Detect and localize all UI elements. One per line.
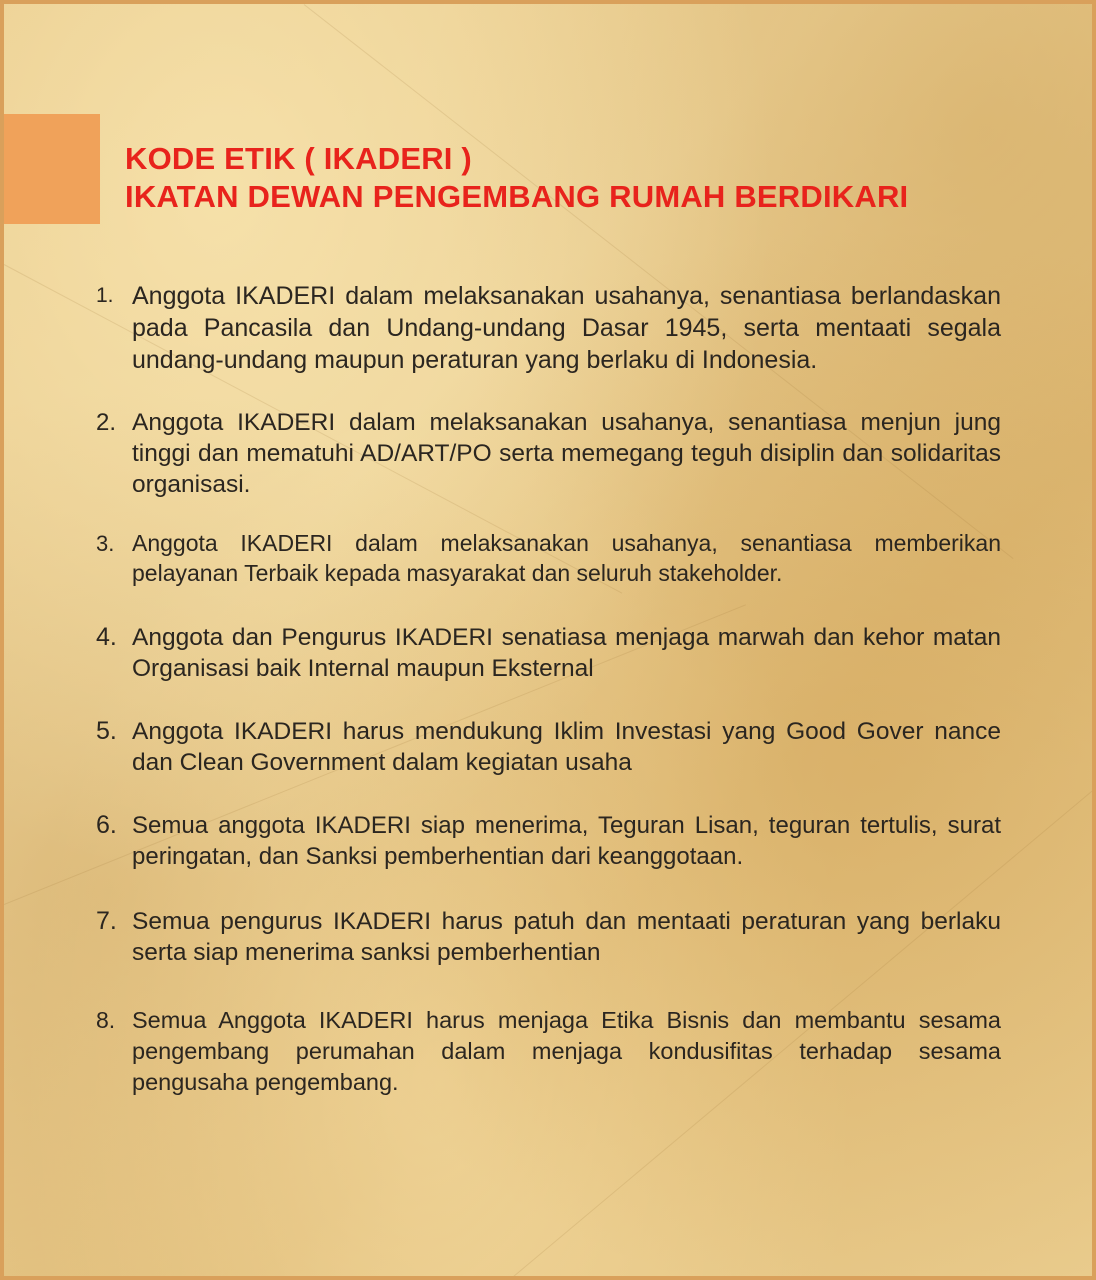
item-text: Anggota dan Pengurus IKADERI senatiasa menjaga marwah dan kehor matan Organisasi baik Internal maupun Eksternal <box>132 624 1001 682</box>
code-of-ethics-list <box>96 280 1001 1098</box>
list-item <box>96 906 1001 968</box>
item-text: Anggota IKADERI dalam melaksanakan usahanya, senantiasa memberikan pelayanan Terbaik kepada masyarakat dan seluruh stakeholder. <box>132 530 1001 586</box>
accent-block <box>4 114 100 224</box>
item-text: Semua pengurus IKADERI harus patuh dan mentaati peraturan yang berlaku serta siap menerima sanksi pemberhentian <box>132 908 1001 966</box>
item-text: Semua anggota IKADERI siap menerima, Teguran Lisan, teguran tertulis, surat peringatan, dan Sanksi pemberhentian dari keanggotaan. <box>132 812 1001 870</box>
list-item <box>96 622 1001 684</box>
title-line-1: KODE ETIK ( IKADERI ) <box>125 141 472 176</box>
item-number: 5. <box>96 717 117 745</box>
list-item <box>96 1005 1001 1098</box>
page-title <box>125 140 908 216</box>
item-number: 4. <box>96 623 117 651</box>
list-item <box>96 528 1001 588</box>
item-text: Semua Anggota IKADERI harus menjaga Etika Bisnis dan membantu sesama pengembang perumahan dalam menjaga kondusifitas terhadap sesama pengusaha pengembang. <box>132 1007 1001 1095</box>
list-item <box>96 407 1001 500</box>
list-item <box>96 280 1001 376</box>
item-number: 2. <box>96 409 117 436</box>
item-number: 8. <box>96 1007 116 1033</box>
item-text: Anggota IKADERI harus mendukung Iklim Investasi yang Good Gover nance dan Clean Government dalam kegiatan usaha <box>132 718 1001 776</box>
item-number: 1. <box>96 284 114 307</box>
item-number: 7. <box>96 907 117 935</box>
item-number: 3. <box>96 531 115 556</box>
list-item <box>96 716 1001 778</box>
item-text: Anggota IKADERI dalam melaksanakan usahanya, senantiasa menjun jung tinggi dan mematuhi AD/ART/PO serta memegang teguh disiplin dan solidaritas organisasi. <box>132 409 1001 498</box>
item-text: Anggota IKADERI dalam melaksanakan usahanya, senantiasa berlandaskan pada Pancasila dan Undang-undang Dasar 1945, serta mentaati segala undang-undang maupun peraturan yang berlaku di Indonesia. <box>132 282 1001 374</box>
title-line-2: IKATAN DEWAN PENGEMBANG RUMAH BERDIKARI <box>125 179 909 214</box>
item-number: 6. <box>96 811 117 839</box>
list-item <box>96 810 1001 872</box>
